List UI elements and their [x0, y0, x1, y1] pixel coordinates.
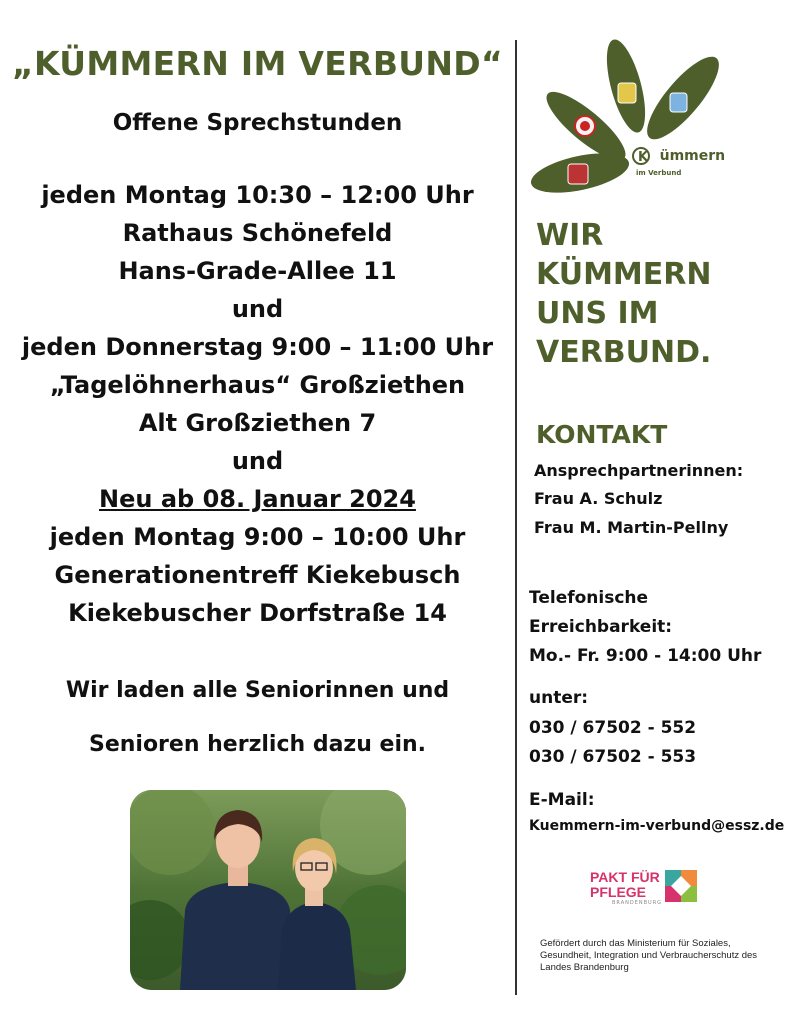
contact-persons-label: Ansprechpartnerinnen: — [534, 461, 744, 480]
slogan-line: KÜMMERN — [536, 257, 712, 292]
schedule-line: Generationentreff Kiekebusch — [54, 561, 461, 589]
schedule-list — [0, 176, 515, 632]
schedule-line: jeden Montag 10:30 – 12:00 Uhr — [41, 181, 474, 209]
phone-number-1[interactable]: 030 / 67502 - 552 — [529, 718, 697, 738]
pakt-line-2: PFLEGE — [590, 884, 647, 900]
slogan — [536, 216, 712, 372]
phone-label-2: Erreichbarkeit: — [529, 617, 673, 637]
funding-note: Gefördert durch das Ministerium für Soziales, Gesundheit, Integration und Verbraucherschutz des Landes Brandenburg — [540, 938, 758, 973]
contact-person-2: Frau M. Martin-Pellny — [534, 518, 729, 537]
contact-heading: KONTAKT — [536, 420, 668, 449]
schedule-new-date: Neu ab 08. Januar 2024 — [99, 485, 416, 513]
contact-person-1: Frau A. Schulz — [534, 489, 663, 508]
email-link[interactable]: Kuemmern-im-verbund@essz.de — [529, 818, 785, 834]
email-label: E-Mail: — [529, 790, 595, 810]
pakt-logo-text — [590, 870, 660, 900]
pakt-line-1: PAKT FÜR — [590, 869, 660, 885]
pakt-fuer-pflege-logo — [590, 868, 700, 908]
kuemmern-logo — [528, 38, 738, 198]
team-photo — [130, 790, 406, 990]
schedule-line: jeden Montag 9:00 – 10:00 Uhr — [49, 523, 466, 551]
logo-subtitle: im Verbund — [636, 169, 682, 177]
schedule-line: Hans-Grade-Allee 11 — [118, 257, 397, 285]
schedule-line: jeden Donnerstag 9:00 – 11:00 Uhr — [21, 333, 494, 361]
flyer-title: „KÜMMERN IM VERBUND“ — [12, 44, 503, 83]
slogan-line: VERBUND. — [536, 335, 712, 370]
phone-label-1: Telefonische — [529, 588, 649, 608]
logo-word: ümmern — [659, 148, 726, 164]
pakt-cross-icon — [665, 870, 697, 902]
team-photo-image — [130, 790, 406, 990]
schedule-line: und — [231, 295, 284, 323]
column-divider — [515, 40, 517, 995]
logo-wordmark — [649, 148, 725, 164]
phone-under-label: unter: — [529, 688, 589, 708]
pakt-subtitle: BRANDENBURG — [612, 900, 663, 906]
schedule-line: Kiekebuscher Dorfstraße 14 — [68, 599, 447, 627]
schedule-line: Rathaus Schönefeld — [122, 219, 393, 247]
slogan-line: WIR — [536, 218, 604, 253]
phone-hours: Mo.- Fr. 9:00 - 14:00 Uhr — [529, 646, 762, 666]
phone-number-2[interactable]: 030 / 67502 - 553 — [529, 747, 697, 767]
leaf-logo-icon — [528, 38, 738, 198]
flyer-subtitle: Offene Sprechstunden — [112, 110, 403, 136]
schedule-line: „Tagelöhnerhaus“ Großziethen — [49, 371, 466, 399]
schedule-line: Alt Großziethen 7 — [138, 409, 377, 437]
slogan-line: UNS IM — [536, 296, 659, 331]
schedule-line: und — [231, 447, 284, 475]
invite-line-2: Senioren herzlich dazu ein. — [88, 732, 427, 757]
invite-line-1: Wir laden alle Seniorinnen und — [65, 678, 450, 703]
svg-text:K: K — [638, 150, 649, 165]
